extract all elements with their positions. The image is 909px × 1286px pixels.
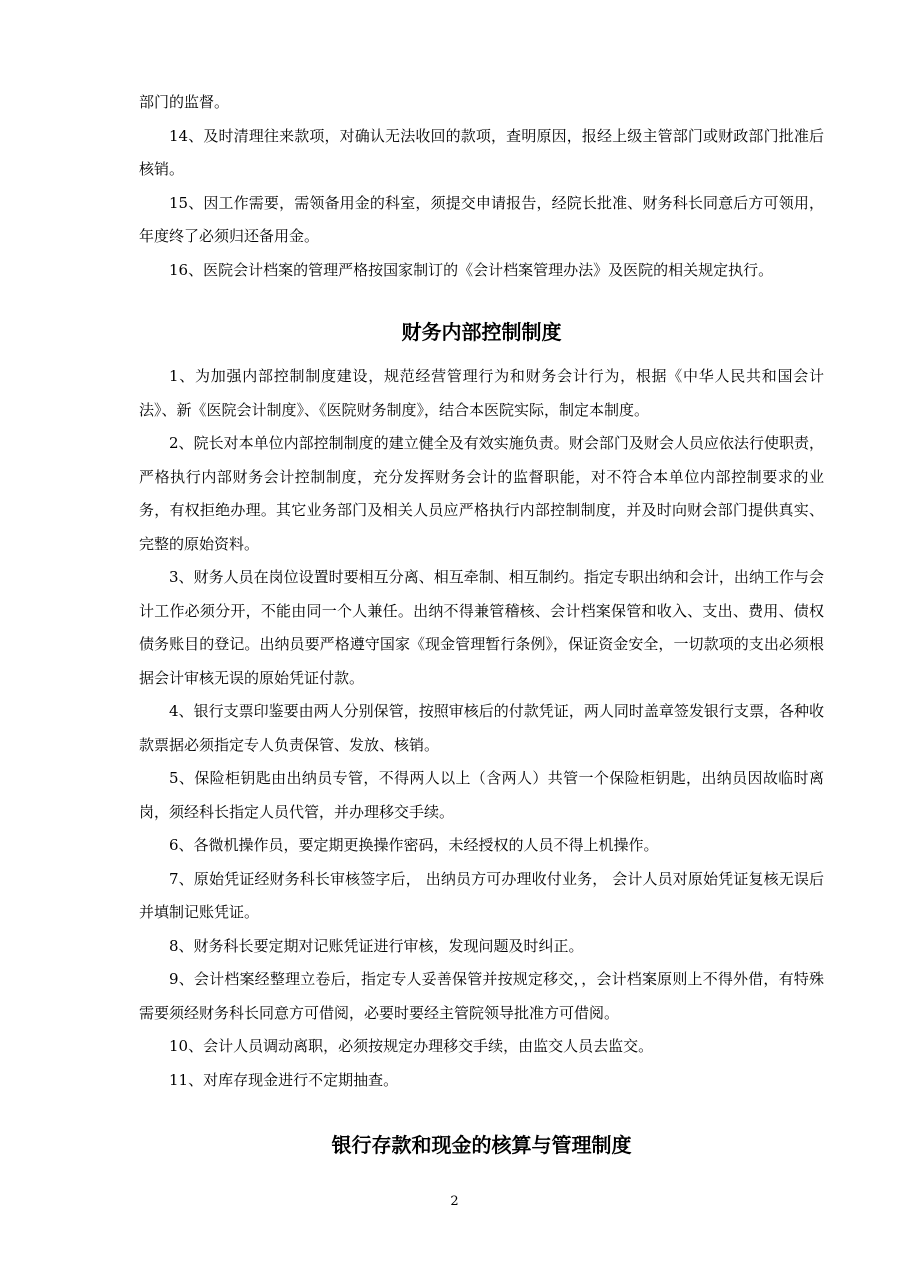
- internal-control-paragraph-10: 10、会计人员调动离职，必须按规定办理移交手续，由监交人员去监交。: [169, 1037, 654, 1055]
- internal-control-paragraph-1: 1、为加强内部控制制度建设，规范经营管理行为和财务会计行为，根据《中华人民共和国会计法》、新《医院会计制度》、《医院财务制度》，结合本医院实际，制定本制度。: [139, 367, 824, 419]
- internal-control-paragraph-8: 8、财务科长要定期对记账凭证进行审核，发现问题及时纠正。: [169, 936, 584, 955]
- rule-paragraph-15: 15、因工作需要，需领备用金的科室，须提交申请报告，经院长批准、财务科长同意后方可领用，年度终了必须归还备用金。: [139, 193, 824, 245]
- page-number: 2: [450, 1194, 459, 1209]
- document-body: [139, 86, 824, 1165]
- continuation-paragraph: 部门的监督。: [139, 93, 230, 111]
- rule-paragraph-16: 16、医院会计档案的管理严格按国家制订的《会计档案管理办法》及医院的相关规定执行。: [169, 260, 774, 279]
- section-title-internal-control: 财务内部控制制度: [401, 320, 562, 344]
- internal-control-paragraph-9: 9、会计档案经整理立卷后，指定专人妥善保管并按规定移交，，会计档案原则上不得外借，有特殊需要须经财务科长同意方可借阅，必要时要经主管院领导批准方可借阅。: [139, 970, 824, 1022]
- internal-control-paragraph-5: 5、保险柜钥匙由出纳员专管，不得两人以上（含两人）共管一个保险柜钥匙，出纳员因故临时离岗，须经科长指定人员代管，并办理移交手续。: [139, 769, 824, 821]
- internal-control-paragraph-3: 3、财务人员在岗位设置时要相互分离、相互牵制、相互制约。指定专职出纳和会计，出纳工作与会计工作必须分开，不能由同一个人兼任。出纳不得兼管稽核、会计档案保管和收入、支出、费用、债权债务账目的登记。出纳员要严格遵守国家《现金管理暂行条例》，保证资金安全，一切款项的支出必须根据会计审核无误的原始凭证付款。: [139, 568, 824, 687]
- rule-paragraph-14: 14、及时清理往来款项，对确认无法收回的款项，查明原因，报经上级主管部门或财政部门批准后核销。: [139, 126, 824, 178]
- internal-control-paragraph-11: 11、对库存现金进行不定期抽查。: [169, 1070, 399, 1089]
- internal-control-paragraph-4: 4、银行支票印鉴要由两人分别保管，按照审核后的付款凭证，两人同时盖章签发银行支票，各种收款票据必须指定专人负责保管、发放、核销。: [139, 702, 824, 754]
- internal-control-paragraph-6: 6、各微机操作员，要定期更换操作密码，未经授权的人员不得上机操作。: [169, 836, 659, 854]
- internal-control-paragraph-2: 2、院长对本单位内部控制制度的建立健全及有效实施负责。财会部门及财会人员应依法行使职责，严格执行内部财务会计控制制度，充分发挥财务会计的监督职能，对不符合本单位内部控制要求的业务，有权拒绝办理。其它业务部门及相关人员应严格执行内部控制制度，并及时向财会部门提供真实、完整的原始资料。: [139, 434, 824, 553]
- internal-control-paragraph-7: 7、原始凭证经财务科长审核签字后， 出纳员方可办理收付业务， 会计人员对原始凭证复核无误后并填制记账凭证。: [139, 869, 824, 921]
- section-title-bank-cash-management: 银行存款和现金的核算与管理制度: [331, 1133, 632, 1157]
